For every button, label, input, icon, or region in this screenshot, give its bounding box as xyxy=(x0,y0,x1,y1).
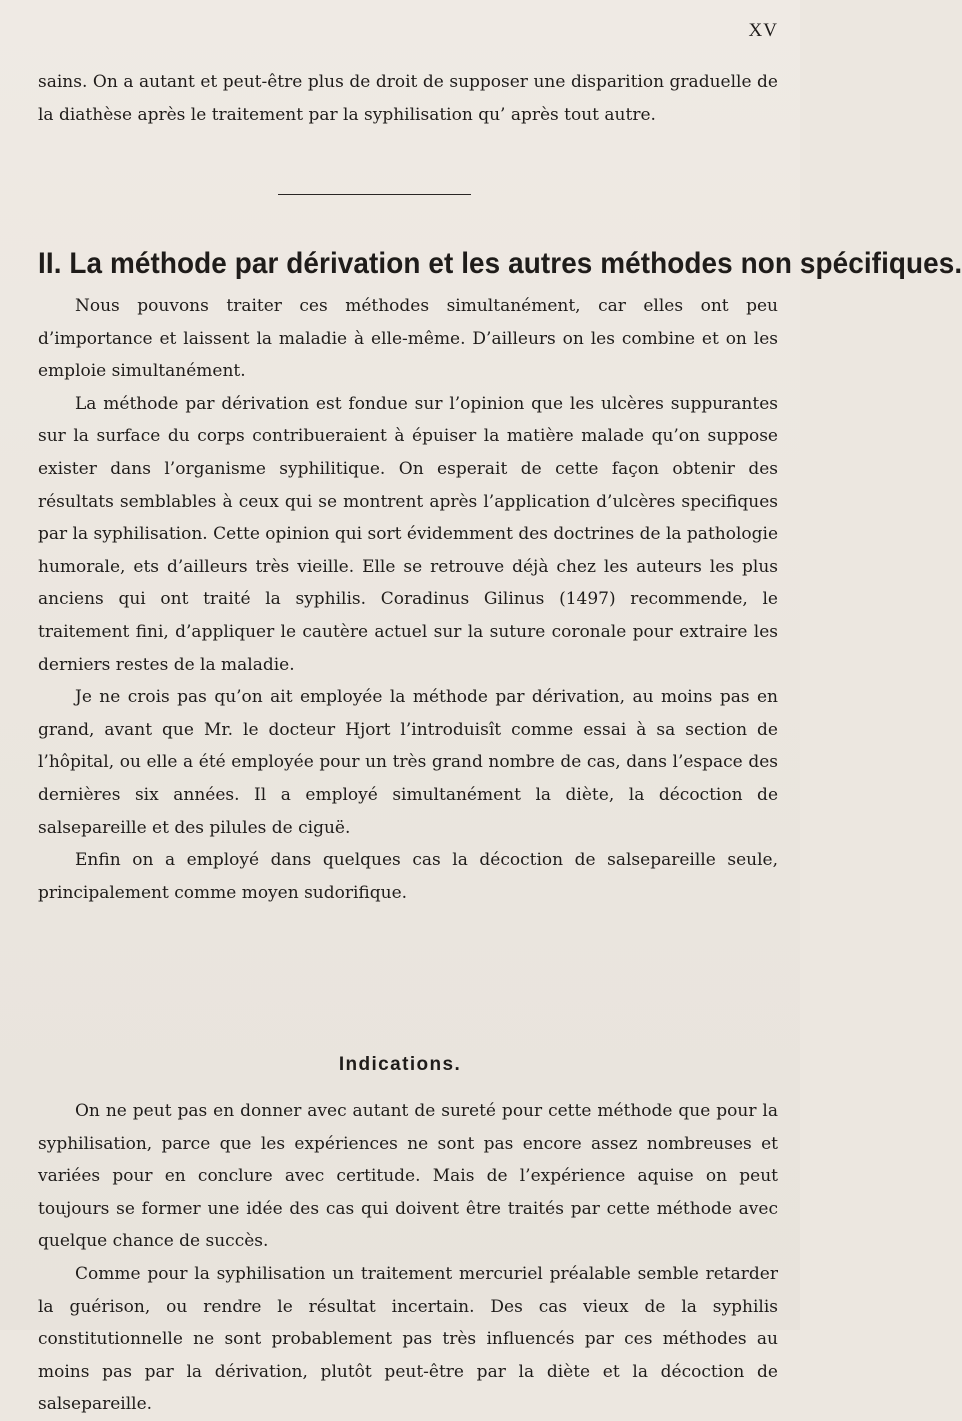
indications-subheading: Indications. xyxy=(338,1054,462,1075)
indications-body xyxy=(38,1095,778,1421)
indications-paragraph-1: On ne peut pas en donner avec autant de sureté pour cette méthode que pour la syphilisation, parce que les expériences ne sont pas encore assez nombreuses et variées pour en conclure avec certitude. Mais de l’expérience aquise on peut toujours se former une idée des cas qui doivent être traités par cette méthode avec quelque chance de succès. xyxy=(38,1101,778,1252)
paragraph-3: Je ne crois pas qu’on ait employée la méthode par dérivation, au moins pas en grand, avant que Mr. le docteur Hjort l’introduisît comme essai à sa section de l’hôpital, ou elle a été employée pour un très grand nombre de cas, dans l’espace des dernières six années. Il a employé simultanément la diète, la décoction de salsepareille et des pilules de ciguë. xyxy=(38,687,778,838)
paragraph-2: La méthode par dérivation est fondue sur l’opinion que les ulcères suppurantes sur la surface du corps contribueraient à épuiser la matière malade qu’on suppose exister dans l’organisme syphilitique. On esperait de cette façon obtenir des résultats semblables à ceux qui se montrent après l’application d’ulcères specifiques par la syphilisation. Cette opinion qui sort évidemment des doctrines de la pathologie humorale, ets d’ailleurs très vieille. Elle se retrouve déjà chez les auteurs les plus anciens qui ont traité la syphilis. Coradinus Gilinus (1497) recommende, le traitement fini, d’appliquer le cautère actuel sur la suture coronale pour extraire les derniers restes de la maladie. xyxy=(38,393,779,675)
continuation-paragraph: sains. On a autant et peut-être plus de droit de supposer une disparition graduelle de la diathèse après le traitement par la syphilisation qu’ après tout autre. xyxy=(38,72,778,125)
section-divider xyxy=(278,194,471,195)
indications-paragraph-2: Comme pour la syphilisation un traitement mercuriel préalable semble retarder la guérison, ou rendre le résultat incertain. Des cas vieux de la syphilis constitutionnelle ne sont probablement pas très influencés par ces méthodes au moins pas par la dérivation, plutôt peut-être par la diète et la décoction de salsepareille. xyxy=(38,1263,778,1415)
page-number: XV xyxy=(748,20,778,41)
paragraph-4: Enfin on a employé dans quelques cas la décoction de salsepareille seule, principalement comme moyen sudorifique. xyxy=(38,850,778,903)
section-heading: II. La méthode par dérivation et les autres méthodes non spécifiques. xyxy=(38,247,962,280)
paragraph-1: Nous pouvons traiter ces méthodes simultanément, car elles ont peu d’importance et laissent la maladie à elle-même. D’ailleurs on les combine et on les emploie simultanément. xyxy=(38,296,778,382)
section-body xyxy=(38,290,778,909)
continuation-text xyxy=(38,66,778,131)
